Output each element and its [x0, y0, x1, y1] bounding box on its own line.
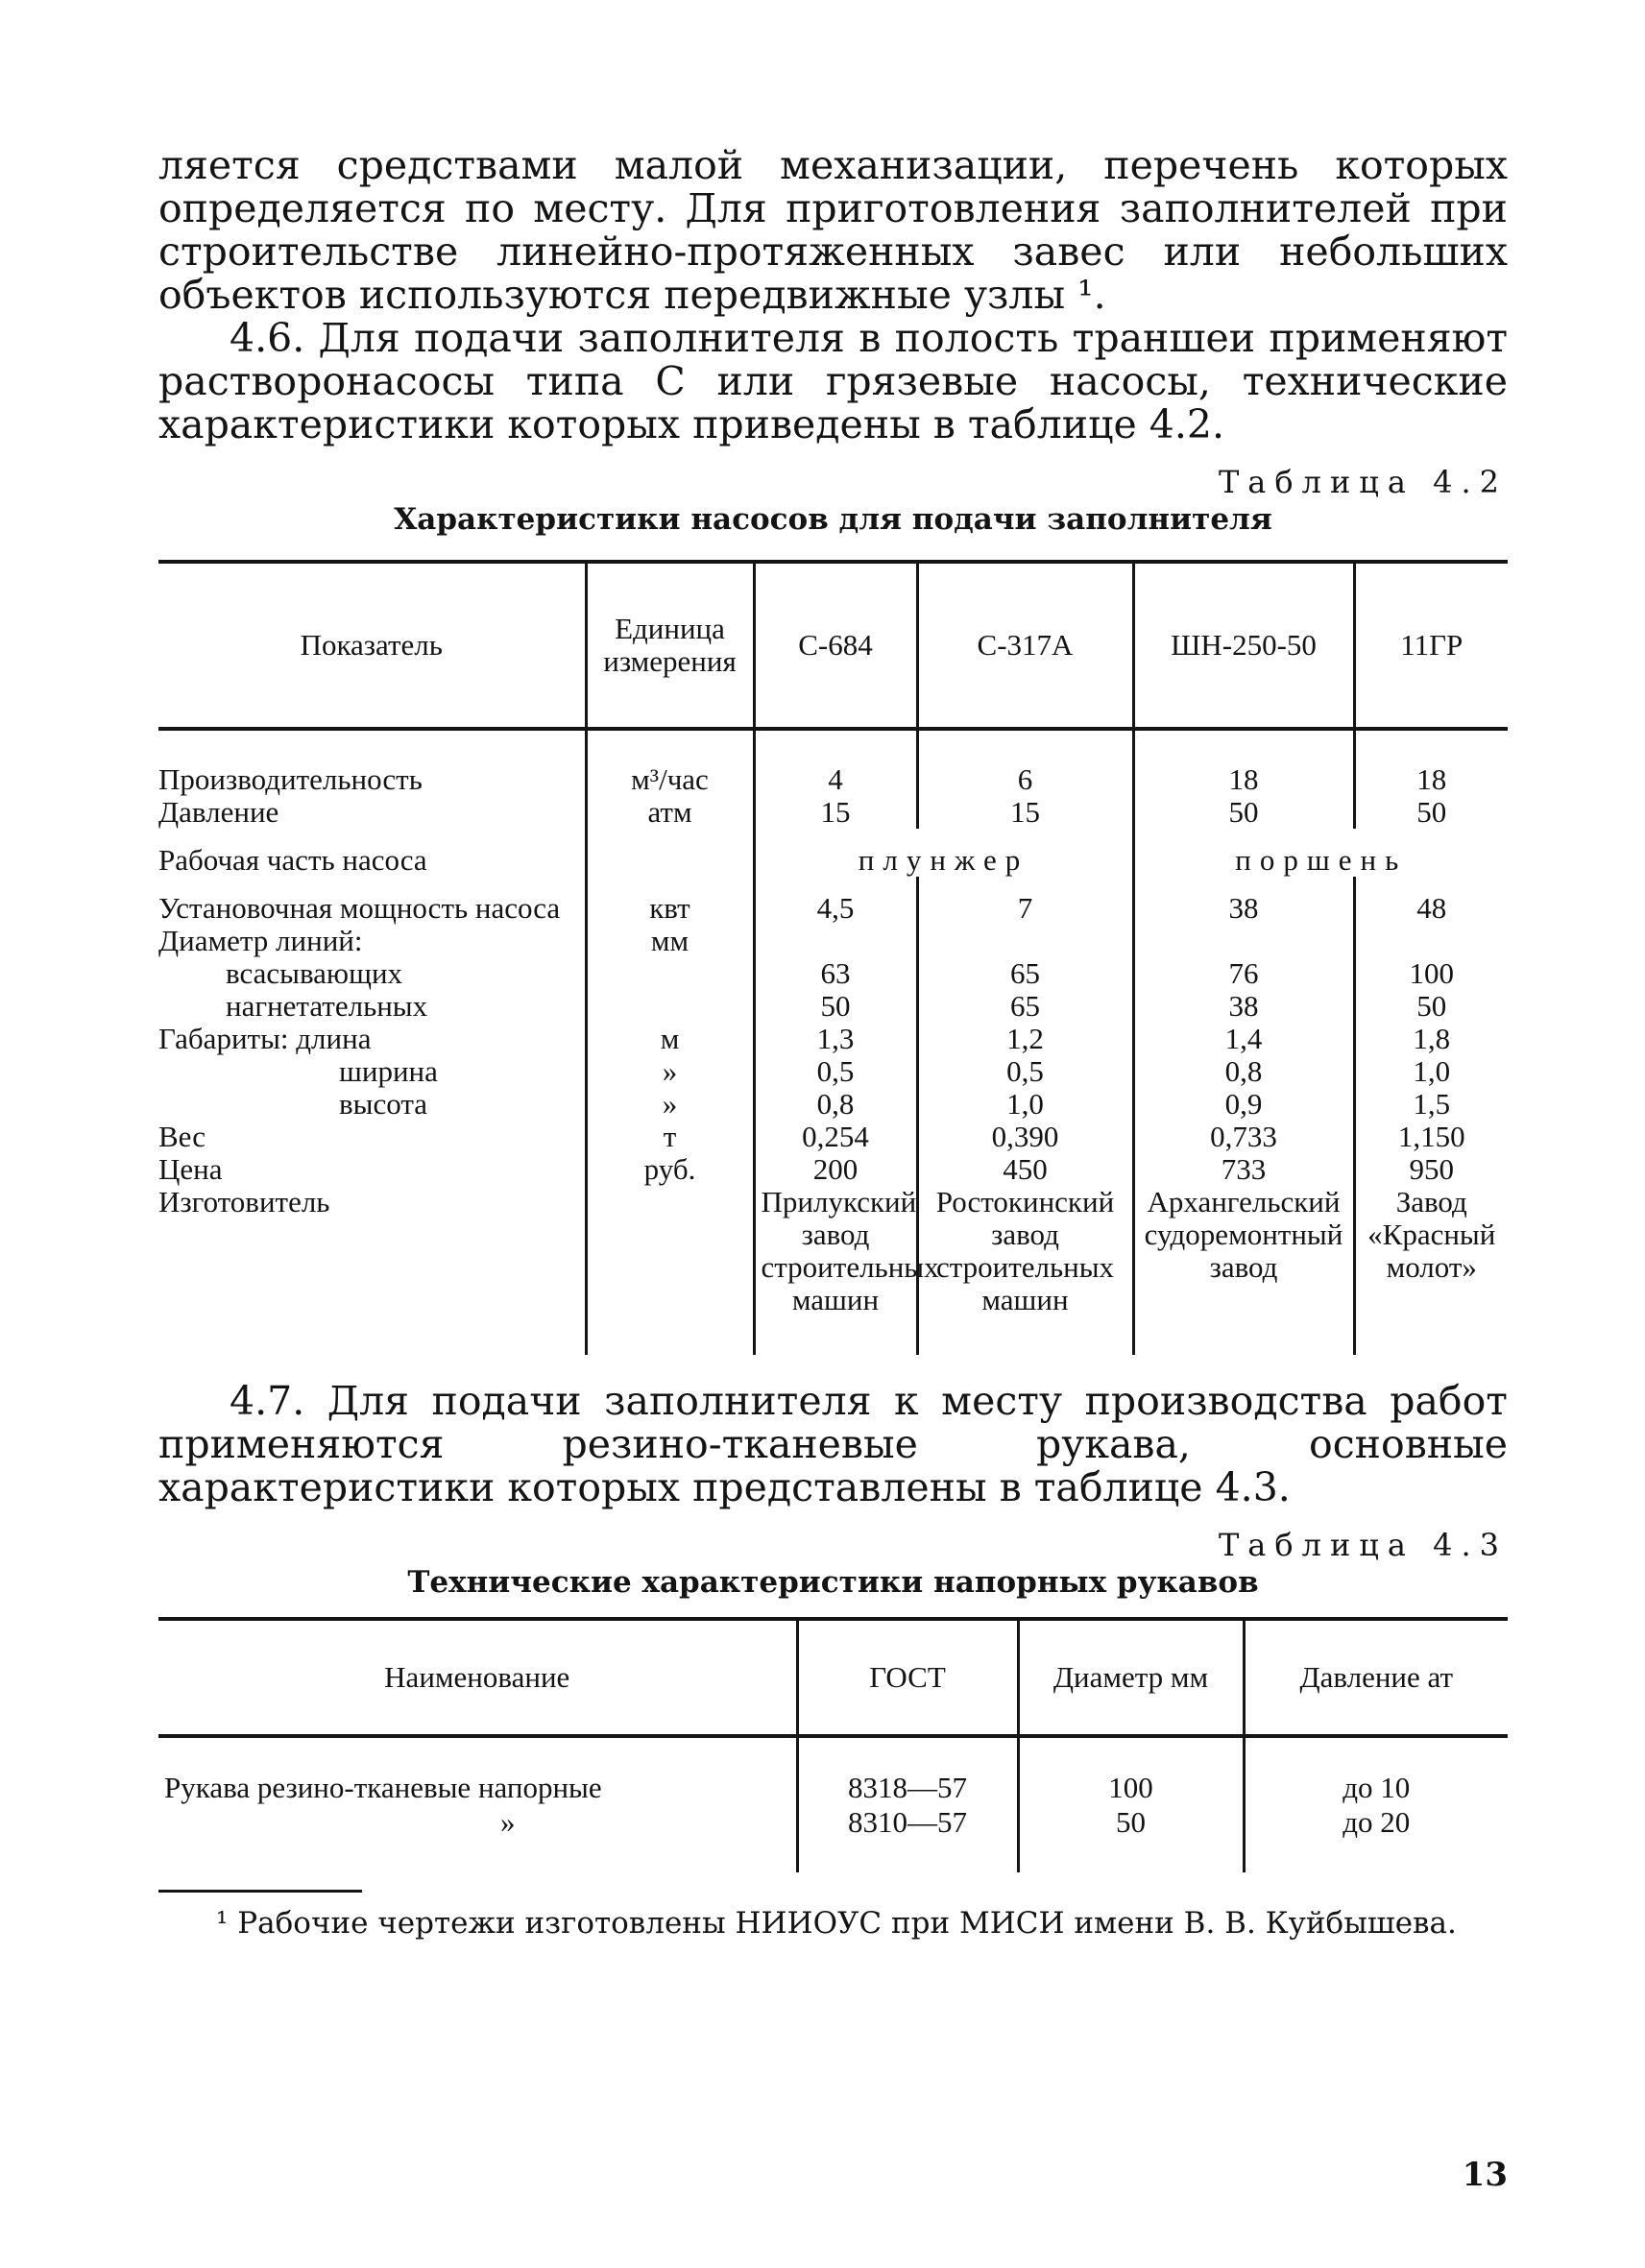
page-number: 13: [1462, 2156, 1508, 2194]
footnote: ¹ Рабочие чертежи изготовлены НИИОУС при МИСИ имени В. В. Куйбышева.: [216, 1906, 1457, 1941]
paragraph-4-7: 4.7. Для подачи заполнителя к месту производства работ применяются резино-тканевые рукава, основные характеристики которых представлены в таблице 4.3.: [158, 1378, 1508, 1510]
header-indicator: Показатель: [158, 562, 586, 729]
table-row: Давление атм 15 15 50 50: [158, 796, 1508, 829]
table-4-2-title: Характеристики насосов для подачи заполнителя: [394, 502, 1272, 537]
table-4-3-label: Таблица 4.3: [1218, 1527, 1508, 1563]
table-row: Изготовитель Прилукский завод строительных машин Ростокинский завод строительных машин Архангельский судоремонтный завод Завод «Красный молот»: [158, 1186, 1508, 1355]
header-unit: Единица измерения: [586, 562, 754, 729]
page-content: [158, 144, 1508, 1941]
header-shn: ШН-250-50: [1133, 562, 1354, 729]
footnote-divider: [158, 1890, 362, 1893]
table-row: всасывающих 63 65 76 100: [158, 957, 1508, 990]
table-header-row: [158, 1619, 1508, 1736]
header-diameter: Диаметр мм: [1018, 1619, 1244, 1736]
table-row: ширина » 0,5 0,5 0,8 1,0: [158, 1055, 1508, 1088]
intro-paragraph: ляется средствами малой механизации, перечень которых определяется по месту. Для приготовления заполнителей при строительстве линейно-протяженных завес или небольших объектов используются передвижные узлы ¹.: [158, 142, 1508, 318]
table-row: Рукава резино-тканевые напорные » 8318—57 8310—57 100 50 до 10 до 20: [158, 1736, 1508, 1872]
table-row: Рабочая часть насоса плунжер поршень: [158, 829, 1508, 877]
header-11gr: 11ГР: [1354, 562, 1508, 729]
header-c684: С-684: [754, 562, 917, 729]
table-row: Диаметр линий: мм: [158, 925, 1508, 957]
table-4-2-label: Таблица 4.2: [1218, 464, 1508, 500]
working-part-piston: поршень: [1133, 829, 1508, 877]
header-gost: ГОСТ: [797, 1619, 1018, 1736]
table-header-row: [158, 562, 1508, 729]
hose-characteristics-table: [158, 1617, 1508, 1872]
table-row: Вес т 0,254 0,390 0,733 1,150: [158, 1121, 1508, 1153]
header-pressure: Давление ат: [1244, 1619, 1508, 1736]
pump-characteristics-table: [158, 560, 1508, 1355]
table-row: Цена руб. 200 450 733 950: [158, 1153, 1508, 1186]
table-4-3-title: Технические характеристики напорных рукавов: [407, 1565, 1259, 1600]
table-row: Установочная мощность насоса квт 4,5 7 38 48: [158, 877, 1508, 925]
paragraph-4-6: 4.6. Для подачи заполнителя в полость траншеи применяют растворонасосы типа С или грязевые насосы, технические характеристики которых приведены в таблице 4.2.: [158, 315, 1508, 447]
header-name: Наименование: [158, 1619, 797, 1736]
table-row: нагнетательных 50 65 38 50: [158, 990, 1508, 1023]
header-c317a: С-317А: [917, 562, 1133, 729]
table-row: Габариты: длина м 1,3 1,2 1,4 1,8: [158, 1023, 1508, 1055]
working-part-plunger: плунжер: [754, 829, 1133, 877]
table-row: Производительность м³/час 4 6 18 18: [158, 729, 1508, 796]
table-row: высота » 0,8 1,0 0,9 1,5: [158, 1088, 1508, 1121]
